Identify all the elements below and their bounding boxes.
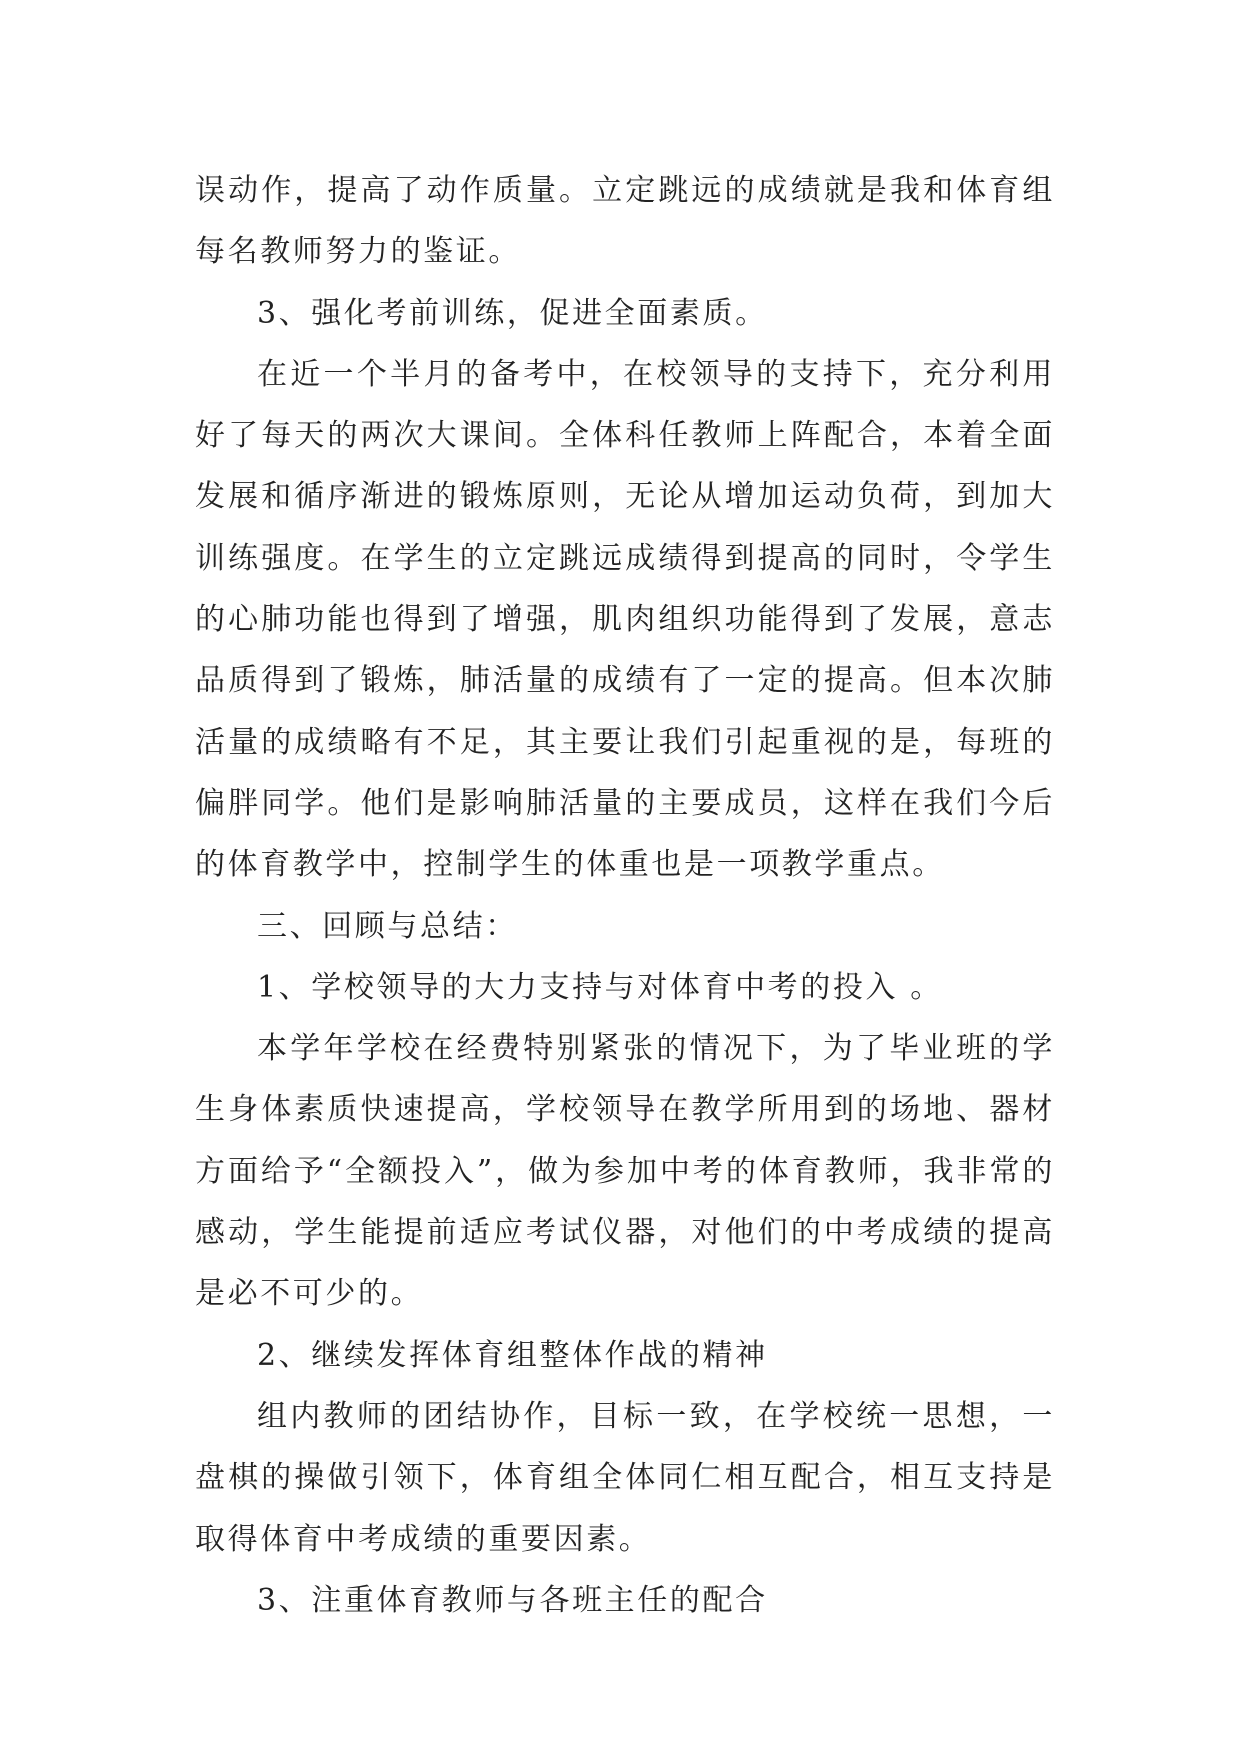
paragraph-exam-preparation: 在近一个半月的备考中，在校领导的支持下，充分利用好了每天的两次大课间。全体科任教师上阵配合，本着全面发展和循序渐进的锻炼原则，无论从增加运动负荷，到加大训练强度。在学生的立定跳远成绩得到提高的同时，令学生的心肺功能也得到了增强，肌肉组织功能得到了发展，意志品质得到了锻炼，肺活量的成绩有了一定的提高。但本次肺活量的成绩略有不足，其主要让我们引起重视的是，每班的偏胖同学。他们是影响肺活量的主要成员，这样在我们今后的体育教学中，控制学生的体重也是一项教学重点。 (195, 356, 1055, 883)
subheading-1-leadership-support: 1、学校领导的大力支持与对体育中考的投入 。 (257, 969, 943, 1005)
subheading-3-exam-training: 3、强化考前训练，促进全面素质。 (257, 295, 768, 331)
document-body (195, 160, 1055, 1631)
section-heading-review-summary: 三、回顾与总结： (257, 908, 518, 944)
paragraph-teamwork: 组内教师的团结协作，目标一致，在学校统一思想，一盘棋的操做引领下，体育组全体同仁相互配合，相互支持是取得体育中考成绩的重要因素。 (195, 1398, 1055, 1557)
paragraph-school-funding: 本学年学校在经费特别紧张的情况下，为了毕业班的学生身体素质快速提高，学校领导在教学所用到的场地、器材方面给予“全额投入”，做为参加中考的体育教师，我非常的感动，学生能提前适应考试仪器，对他们的中考成绩的提高是必不可少的。 (195, 1031, 1055, 1312)
subheading-2-team-spirit: 2、继续发挥体育组整体作战的精神 (257, 1337, 768, 1373)
subheading-3-teacher-cooperation: 3、注重体育教师与各班主任的配合 (257, 1582, 768, 1618)
paragraph-continuation: 误动作，提高了动作质量。立定跳远的成绩就是我和体育组每名教师努力的鉴证。 (195, 173, 1055, 270)
